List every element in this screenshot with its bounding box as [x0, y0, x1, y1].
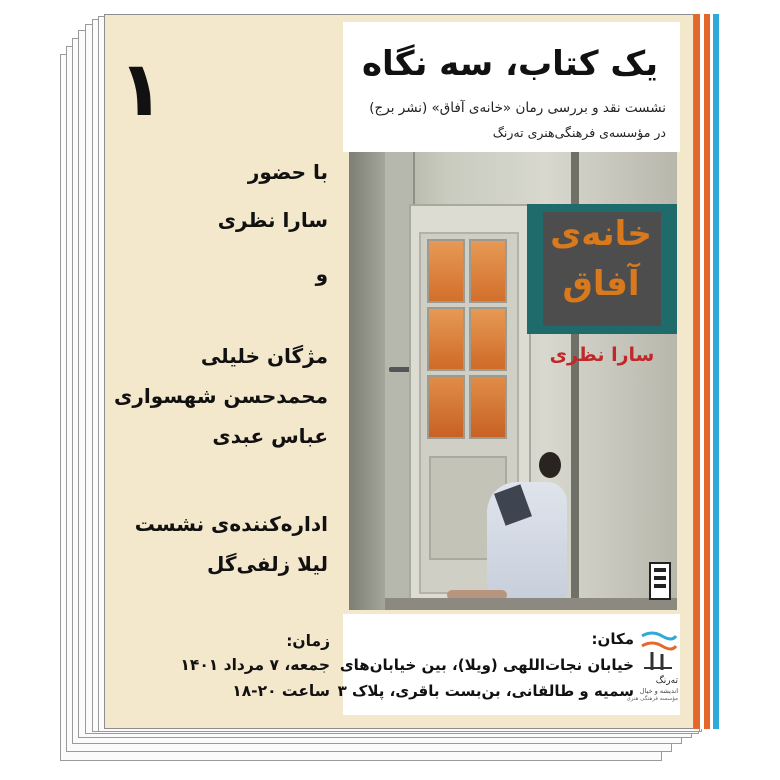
location-line1: خیابان نجات‌اللهی (ویلا)، بین خیابان‌های — [339, 656, 634, 674]
wall-edge — [349, 152, 385, 610]
conjunction: و — [315, 262, 328, 286]
location-line2: سمیه و طالقانی، بن‌بست باقری، پلاک ۳ — [337, 682, 634, 700]
header-box — [343, 22, 680, 152]
critic-name: محمدحسن شهسواری — [114, 384, 328, 408]
cover-author: سارا نظری — [549, 344, 655, 366]
event-subtitle: نشست نقد و بررسی رمان «خانه‌ی آفاق» (نشر برج) — [369, 100, 666, 116]
author-name: سارا نظری — [217, 208, 328, 232]
tarang-logo — [626, 628, 678, 706]
logo-name: ته‌رنگ — [655, 676, 678, 686]
moderator-label: اداره‌کننده‌ی نشست — [134, 512, 328, 536]
window-pane — [469, 239, 507, 303]
window-pane — [469, 375, 507, 439]
critic-name: مژگان خلیلی — [200, 344, 328, 368]
door-handle-icon — [389, 367, 411, 372]
event-title: یک کتاب، سه نگاه — [361, 44, 658, 84]
venue-line: در مؤسسه‌ی فرهنگی‌هنری ته‌رنگ — [492, 125, 666, 140]
wave-logo-icon — [638, 628, 678, 676]
window-pane — [427, 239, 465, 303]
critic-name: عباس عبدی — [212, 424, 328, 448]
publisher-logo-icon — [649, 562, 671, 600]
figure-head — [539, 452, 561, 478]
logo-bar — [654, 584, 666, 588]
logo-bar — [654, 568, 666, 572]
floor — [385, 598, 677, 610]
cover-title-line1: خانه‌ی — [550, 214, 652, 254]
blue-stripe — [713, 14, 719, 729]
window-pane — [427, 375, 465, 439]
logo-tagline: اندیشه و خیال — [639, 687, 678, 695]
logo-bar — [654, 576, 666, 580]
location-label: مکان: — [591, 630, 634, 648]
event-hours: ساعت ۲۰-۱۸ — [232, 682, 330, 700]
event-date: جمعه، ۷ مرداد ۱۴۰۱ — [180, 656, 330, 674]
time-label: زمان: — [286, 632, 330, 650]
moderator-name: لیلا زلفی‌گل — [207, 552, 328, 576]
window-pane — [427, 307, 465, 371]
logo-subline: مؤسسه فرهنگی هنری — [626, 696, 678, 702]
cover-title-line2: آفاق — [562, 264, 640, 304]
window-pane — [469, 307, 507, 371]
presence-label: با حضور — [247, 160, 328, 184]
book-cover-image — [349, 152, 677, 610]
location-box — [337, 614, 680, 715]
session-number: ۱ — [118, 44, 165, 133]
